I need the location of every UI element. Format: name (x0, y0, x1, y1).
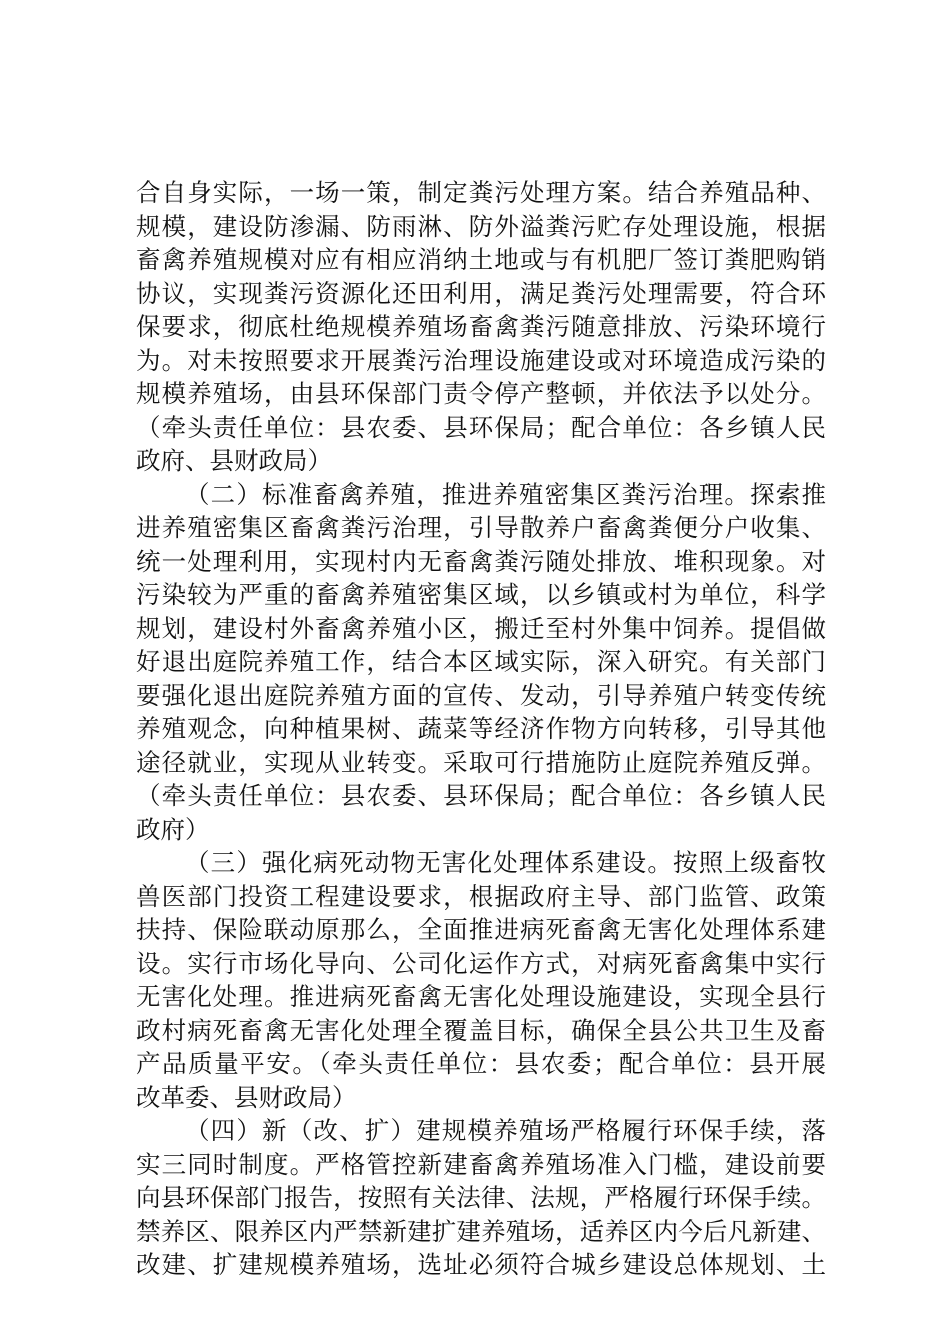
text-line: 污染较为严重的畜禽养殖密集区域，以乡镇或村为单位，科学 (136, 580, 826, 609)
section-heading-line: （二）标准畜禽养殖，推进养殖密集区粪污治理。探索推 (185, 479, 826, 509)
text-line: 协议，实现粪污资源化还田利用，满足粪污处理需要，符合环 (136, 278, 826, 308)
text-line: 改建、扩建规模养殖场，选址必须符合城乡建设总体规划、土 (136, 1250, 826, 1279)
text-line: 实三同时制度。严格管控新建畜禽养殖场准入门槛，建设前要 (136, 1149, 826, 1179)
text-line: 保要求，彻底杜绝规模养殖场畜禽粪污随意排放、污染环境行 (136, 312, 826, 341)
text-line: 改革委、县财政局） (136, 1082, 357, 1112)
text-line: 政村病死畜禽无害化处理全覆盖目标，确保全县公共卫生及畜 (136, 1015, 826, 1045)
text-line: 扶持、保险联动原那么，全面推进病死畜禽无害化处理体系建 (136, 915, 826, 944)
text-line: 养殖观念，向种植果树、蔬菜等经济作物方向转移，引导其他 (136, 714, 826, 743)
text-line: 规模，建设防渗漏、防雨淋、防外溢粪污贮存处理设施，根据 (136, 211, 826, 241)
text-line: 进养殖密集区畜禽粪污治理，引导散养户畜禽粪便分户收集、 (136, 513, 826, 542)
text-line: （牵头责任单位：县农委、县环保局；配合单位：各乡镇人民 (136, 781, 826, 810)
text-line: 政府） (136, 814, 210, 844)
section-heading-line: （四）新（改、扩）建规模养殖场严格履行环保手续，落 (185, 1116, 826, 1145)
text-line: 设。实行市场化导向、公司化运作方式，对病死畜禽集中实行 (136, 948, 826, 978)
text-line: 产品质量平安。（牵头责任单位：县农委；配合单位：县开展 (136, 1049, 826, 1078)
text-line: 向县环保部门报告，按照有关法律、法规，严格履行环保手续。 (136, 1183, 826, 1212)
text-line: 畜禽养殖规模对应有相应消纳土地或与有机肥厂签订粪肥购销 (136, 245, 826, 274)
text-line: 要强化退出庭院养殖方面的宣传、发动，引导养殖户转变传统 (136, 680, 826, 710)
section-heading-line: （三）强化病死动物无害化处理体系建设。按照上级畜牧 (185, 848, 826, 877)
text-line: 途径就业，实现从业转变。采取可行措施防止庭院养殖反弹。 (136, 747, 826, 777)
text-line: 合自身实际，一场一策，制定粪污处理方案。结合养殖品种、 (136, 178, 826, 207)
text-line: 统一处理利用，实现村内无畜禽粪污随处排放、堆积现象。对 (136, 546, 826, 576)
text-line: 规划，建设村外畜禽养殖小区，搬迁至村外集中饲养。提倡做 (136, 613, 826, 643)
text-line: 政府、县财政局） (136, 446, 332, 475)
text-line: 无害化处理。推进病死畜禽无害化处理设施建设，实现全县行 (136, 982, 826, 1011)
text-line: 兽医部门投资工程建设要求，根据政府主导、部门监管、政策 (136, 881, 826, 911)
text-line: 为。对未按照要求开展粪污治理设施建设或对环境造成污染的 (136, 345, 826, 375)
text-line: （牵头责任单位：县农委、县环保局；配合单位：各乡镇人民 (136, 412, 826, 442)
text-line: 好退出庭院养殖工作，结合本区域实际，深入研究。有关部门 (136, 647, 826, 676)
text-line: 禁养区、限养区内严禁新建扩建养殖场，适养区内今后凡新建、 (136, 1216, 826, 1246)
body-text (136, 176, 826, 1282)
text-line: 规模养殖场，由县环保部门责令停产整顿，并依法予以处分。 (136, 379, 826, 408)
